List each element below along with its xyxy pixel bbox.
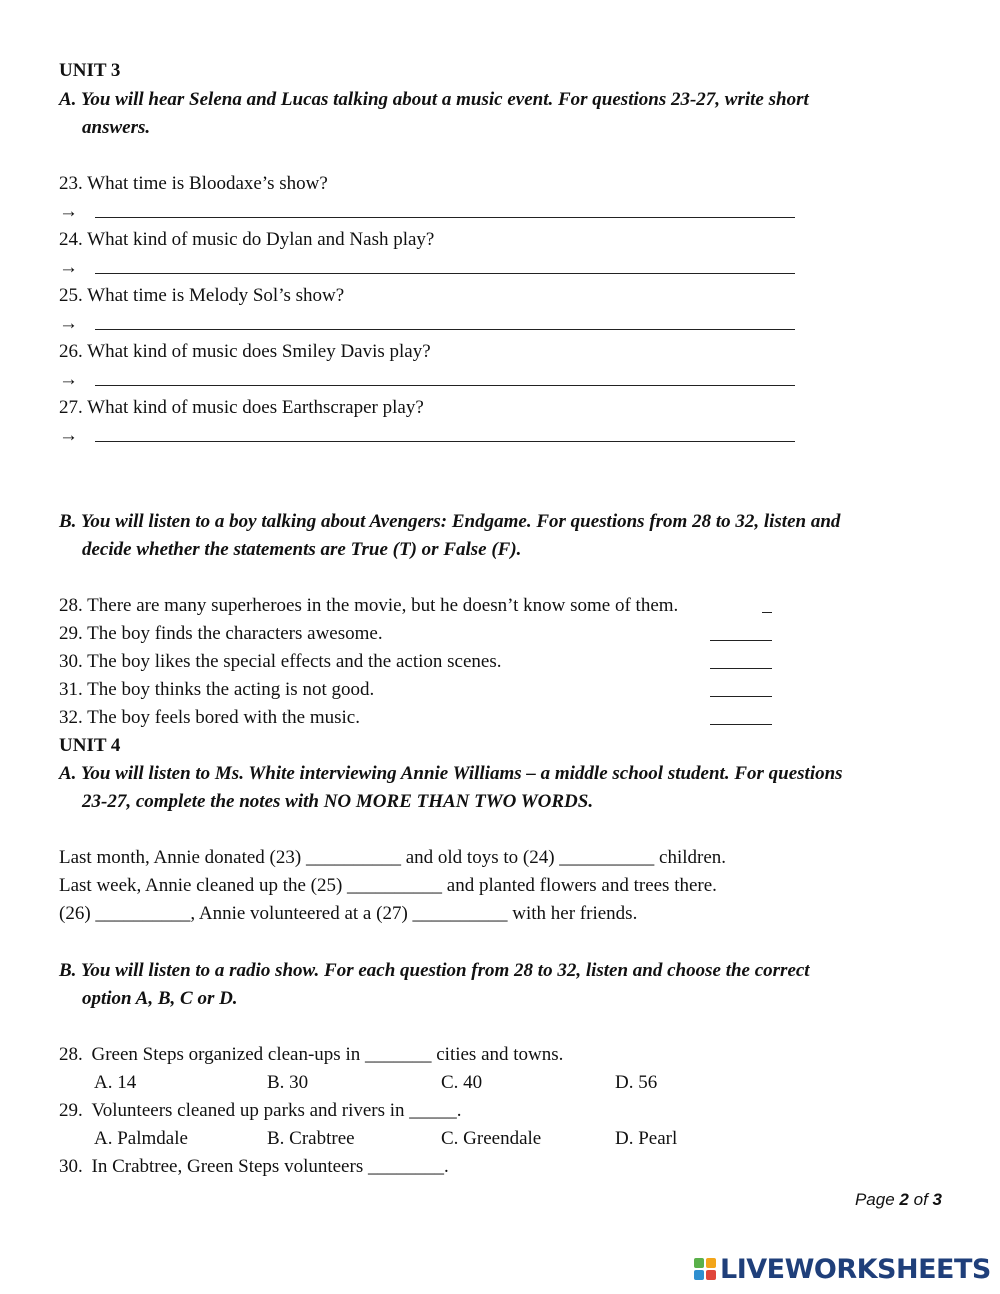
statement-32: 32. The boy feels bored with the music. xyxy=(59,707,360,728)
unit4-title: UNIT 4 xyxy=(59,735,121,756)
unit3-title: UNIT 3 xyxy=(59,60,121,81)
unit4-partA-instruction xyxy=(59,760,941,816)
tf-input-28[interactable] xyxy=(762,592,772,613)
unit4-partB-instruction-line1: B. You will listen to a radio show. For each question from 28 to 32, listen and choose the correct xyxy=(59,960,810,981)
unit4-partB-instruction xyxy=(59,957,941,1013)
mc-question-text: Volunteers cleaned up parks and rivers in _____. xyxy=(91,1100,462,1121)
arrow-icon: → xyxy=(59,257,78,278)
option-29-b[interactable]: B. Crabtree xyxy=(267,1128,355,1149)
unit4-partA-instruction-line1: A. You will listen to Ms. White interviewing Annie Williams – a middle school student. For questions xyxy=(59,763,843,784)
mc-question-30 xyxy=(59,1153,449,1181)
brand-name: LIVEWORKSHEETS xyxy=(720,1253,991,1285)
unit4-partB-instruction-line2: option A, B, C or D. xyxy=(82,988,238,1009)
mc-question-number: 29. xyxy=(59,1100,83,1121)
page-word: Page xyxy=(854,1190,895,1209)
unit3-partA-instruction-line1: A. You will hear Selena and Lucas talking about a music event. For questions 23-27, write short xyxy=(59,89,809,110)
statement-30: 30. The boy likes the special effects and the action scenes. xyxy=(59,651,502,672)
question-26: 26. What kind of music does Smiley Davis play? xyxy=(59,341,431,362)
statement-28: 28. There are many superheroes in the movie, but he doesn’t know some of them. xyxy=(59,595,679,616)
mc-question-number: 30. xyxy=(59,1156,83,1177)
arrow-icon: → xyxy=(59,425,78,446)
mc-question-29 xyxy=(59,1097,462,1125)
answer-input-26[interactable] xyxy=(95,385,795,386)
question-24: 24. What kind of music do Dylan and Nash play? xyxy=(59,229,435,250)
of-word: of xyxy=(913,1190,928,1209)
option-28-a[interactable]: A. 14 xyxy=(94,1072,137,1093)
option-29-c[interactable]: C. Greendale xyxy=(441,1128,542,1149)
unit3-partA-instruction-line2: answers. xyxy=(82,117,151,138)
note-line-3[interactable]: (26) __________, Annie volunteered at a (27) __________ with her friends. xyxy=(59,903,638,924)
answer-row-24 xyxy=(59,254,799,282)
arrow-icon: → xyxy=(59,201,78,222)
answer-input-23[interactable] xyxy=(95,217,795,218)
mc-question-text: In Crabtree, Green Steps volunteers ________. xyxy=(91,1156,449,1177)
unit4-partA-instruction-line2: 23-27, complete the notes with NO MORE THAN TWO WORDS. xyxy=(82,791,594,812)
mc-question-number: 28. xyxy=(59,1044,83,1065)
unit3-partB-instruction-line1: B. You will listen to a boy talking about Avengers: Endgame. For questions from 28 to 32, listen and xyxy=(59,511,841,532)
page-current: 2 xyxy=(899,1190,909,1209)
statement-29: 29. The boy finds the characters awesome. xyxy=(59,623,383,644)
option-29-a[interactable]: A. Palmdale xyxy=(94,1128,188,1149)
option-28-d[interactable]: D. 56 xyxy=(615,1072,658,1093)
question-27: 27. What kind of music does Earthscraper play? xyxy=(59,397,424,418)
page-number xyxy=(855,1190,942,1210)
unit3-partA-instruction xyxy=(59,86,941,142)
arrow-icon: → xyxy=(59,313,78,334)
option-29-d[interactable]: D. Pearl xyxy=(615,1128,678,1149)
liveworksheets-logo xyxy=(694,1252,991,1286)
note-line-1[interactable]: Last month, Annie donated (23) __________ and old toys to (24) __________ children. xyxy=(59,847,727,868)
answer-input-25[interactable] xyxy=(95,329,795,330)
tf-input-31[interactable] xyxy=(710,676,772,697)
unit3-partB-instruction xyxy=(59,508,941,564)
answer-input-27[interactable] xyxy=(95,441,795,442)
option-28-c[interactable]: C. 40 xyxy=(441,1072,483,1093)
answer-row-25 xyxy=(59,310,799,338)
statement-31: 31. The boy thinks the acting is not good. xyxy=(59,679,375,700)
arrow-icon: → xyxy=(59,369,78,390)
page-total: 3 xyxy=(932,1190,942,1209)
answer-input-24[interactable] xyxy=(95,273,795,274)
answer-row-23 xyxy=(59,198,799,226)
answer-row-26 xyxy=(59,366,799,394)
unit3-partB-instruction-line2: decide whether the statements are True (T) or False (F). xyxy=(82,539,522,560)
answer-row-27 xyxy=(59,422,799,450)
tf-input-29[interactable] xyxy=(710,620,772,641)
logo-icon xyxy=(694,1258,716,1280)
note-line-2[interactable]: Last week, Annie cleaned up the (25) __________ and planted flowers and trees there. xyxy=(59,875,717,896)
tf-input-32[interactable] xyxy=(710,704,772,725)
question-25: 25. What time is Melody Sol’s show? xyxy=(59,285,345,306)
question-23: 23. What time is Bloodaxe’s show? xyxy=(59,173,328,194)
mc-question-28 xyxy=(59,1041,563,1069)
option-28-b[interactable]: B. 30 xyxy=(267,1072,309,1093)
mc-question-text: Green Steps organized clean-ups in _______ cities and towns. xyxy=(91,1044,564,1065)
tf-input-30[interactable] xyxy=(710,648,772,669)
